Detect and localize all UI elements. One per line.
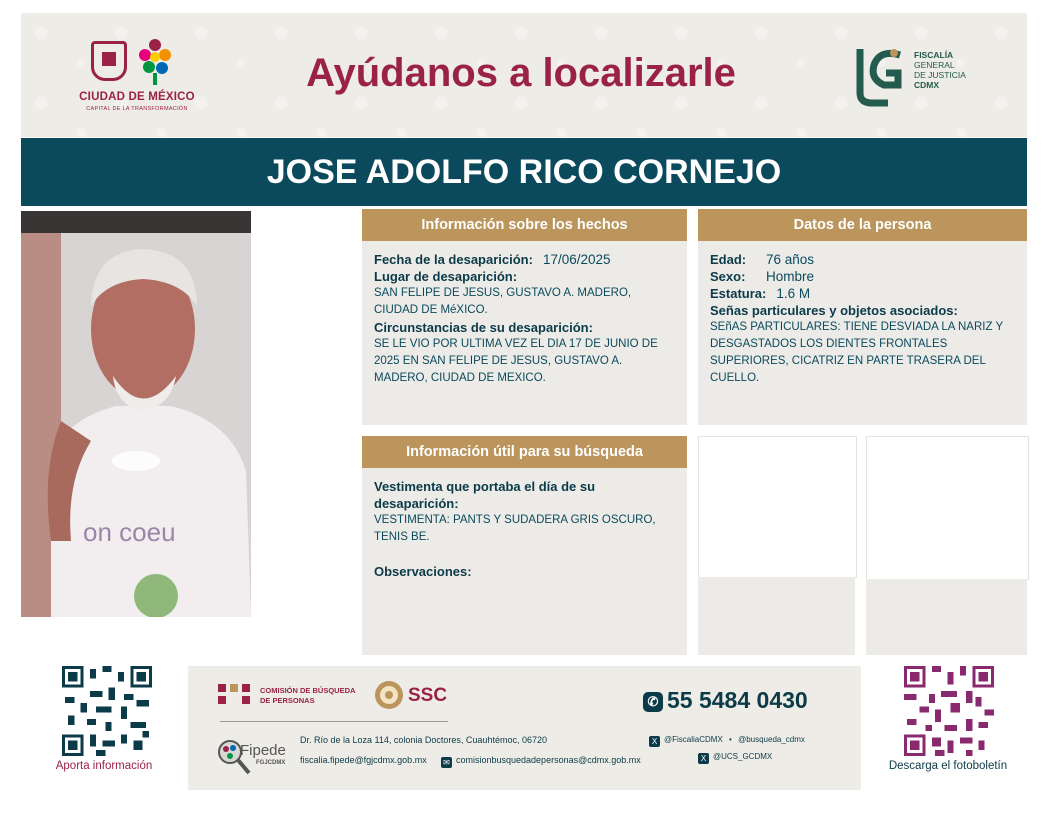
page-title: Ayúdanos a localizarle (306, 51, 736, 95)
extra-photo-slot-1-bottom (698, 577, 855, 655)
ssc-logo (374, 680, 454, 712)
social-busqueda[interactable]: @busqueda_cdmx (738, 735, 805, 744)
person-heading: Datos de la persona (698, 209, 1027, 241)
fipede-sub: FGJCDMX (256, 760, 286, 766)
qr-code-report[interactable] (62, 666, 152, 756)
x-icon: X (698, 753, 709, 764)
social-fiscalia[interactable]: @FiscaliaCDMX (664, 735, 723, 744)
date-label: Fecha de la desaparición: (374, 252, 533, 267)
social-separator: • (729, 735, 732, 744)
x-icon: X (649, 736, 660, 747)
fgj-line4: CDMX (914, 80, 940, 90)
social-handles-2 (698, 752, 772, 764)
cdmx-name: CIUDAD DE MÉXICO (79, 91, 195, 103)
header-banner (21, 13, 1027, 137)
cbp-line2: DE PERSONAS (260, 696, 315, 705)
svg-text:on coeu: on coeu (83, 517, 176, 547)
footer-contact (188, 666, 861, 790)
marks-label: Señas particulares y objetos asociados: (710, 303, 958, 318)
clothing-label: Vestimenta que portaba el día de su desaparición: (374, 479, 596, 511)
height-value: 1.6 M (776, 286, 811, 301)
fipede-text: Fipede (240, 742, 286, 759)
mail-icon: ✉ (441, 757, 452, 768)
cdmx-logo (77, 33, 197, 128)
qr-right-label: Descarga el fotoboletín (888, 760, 1008, 772)
cdmx-subtitle: CAPITAL DE LA TRANSFORMACIÓN (86, 106, 188, 112)
phone-text: 55 5484 0430 (667, 687, 808, 713)
cbp-logo (218, 684, 368, 708)
cbp-icon (218, 684, 254, 706)
extra-photo-slot-2-bottom (866, 579, 1027, 655)
fgj-logo (854, 45, 994, 125)
age-label: Edad: (710, 252, 747, 267)
extra-photo-slot-1 (698, 436, 857, 578)
flower-icon (135, 35, 175, 85)
facts-panel (362, 209, 687, 425)
date-value: 17/06/2025 (542, 252, 611, 267)
footer-divider (220, 721, 448, 722)
clothing-value: VESTIMENTA: PANTS Y SUDADERA GRIS OSCURO, TENIS BE. (374, 514, 656, 543)
fgj-line3: DE JUSTICIA (914, 70, 966, 80)
search-panel (362, 436, 687, 655)
height-label: Estatura: (710, 286, 767, 301)
social-handles-1 (649, 735, 805, 747)
sex-value: Hombre (766, 269, 815, 284)
qr-code-download[interactable] (904, 666, 994, 756)
email-commission[interactable] (441, 755, 641, 768)
fipede-logo (216, 738, 296, 778)
email-commission-text: comisionbusquedadepersonas@cdmx.gob.mx (456, 755, 641, 765)
sex-label: Sexo: (710, 269, 746, 284)
address: Dr. Río de la Loza 114, colonia Doctores, Cuauhtémoc, 06720 (300, 735, 547, 745)
phone-number[interactable] (643, 687, 808, 714)
facts-heading: Información sobre los hechos (362, 209, 687, 241)
cbp-line1: COMISIÓN DE BÚSQUEDA (260, 686, 356, 695)
circumstances-label: Circunstancias de su desaparición: (374, 320, 593, 335)
place-label: Lugar de desaparición: (374, 269, 518, 284)
phone-icon: ✆ (643, 692, 663, 712)
ssc-text: SSC (408, 685, 448, 706)
cdmx-emblem-icon (91, 41, 127, 81)
qr-left-label: Aporta información (55, 760, 153, 772)
person-name: JOSE ADOLFO RICO CORNEJO (21, 138, 1027, 206)
email-fipede[interactable]: fiscalia.fipede@fgjcdmx.gob.mx (300, 755, 427, 765)
marks-value: SEñAS PARTICULARES: TIENE DESVIADA LA NARIZ Y DESGASTADOS LOS DIENTES FRONTALES SUPERIORES, CICATRIZ EN PARTE TRASERA DEL CUELLO. (710, 321, 1003, 384)
fgj-line2: GENERAL (914, 60, 955, 70)
social-ucs[interactable]: @UCS_GCDMX (713, 752, 773, 761)
fgj-text (914, 50, 966, 90)
person-panel (698, 209, 1027, 425)
cbp-text (260, 686, 355, 706)
observations-label: Observaciones: (374, 564, 472, 579)
fgj-mark-icon (854, 45, 906, 107)
search-heading: Información útil para su búsqueda (362, 436, 687, 468)
fgj-line1: FISCALÍA (914, 50, 954, 60)
person-photo-illustration (21, 211, 251, 617)
place-value: SAN FELIPE DE JESUS, GUSTAVO A. MADERO, CIUDAD DE MéXICO. (374, 287, 632, 316)
age-value: 76 años (766, 252, 815, 267)
ssc-badge-icon (374, 680, 404, 710)
extra-photo-slot-2 (866, 436, 1029, 580)
circumstances-value: SE LE VIO POR ULTIMA VEZ EL DIA 17 DE JUNIO DE 2025 EN SAN FELIPE DE JESUS, GUSTAVO A. MADERO, CIUDAD DE MEXICO. (374, 338, 658, 384)
person-photo (21, 211, 251, 617)
